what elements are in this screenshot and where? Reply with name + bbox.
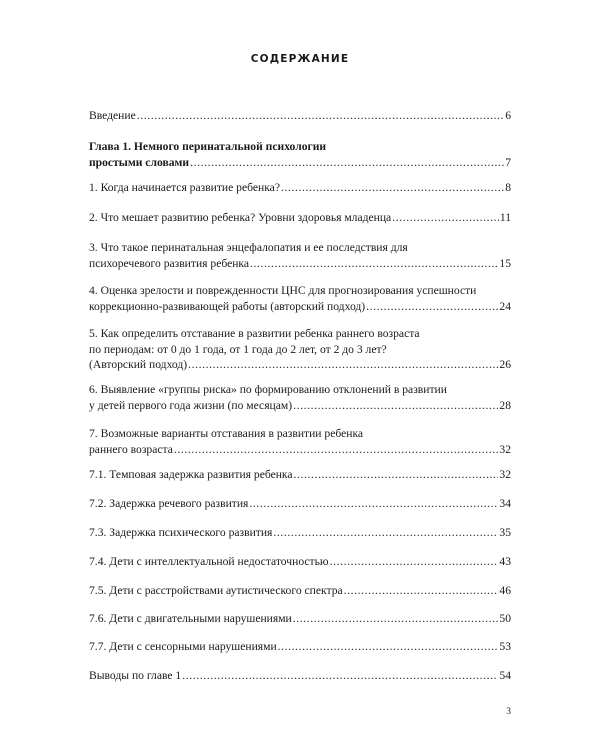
toc-entry-section-6[interactable] — [89, 382, 511, 413]
toc-entry-page: 46 — [499, 584, 511, 597]
toc-entry-section-3[interactable] — [89, 240, 511, 271]
toc-entry-title-continued: коррекционно-развивающей работы (авторский подход) — [89, 299, 366, 313]
toc-entry-page: 6 — [505, 109, 511, 122]
toc-entry-page: 53 — [499, 640, 511, 653]
toc-entry-page: 8 — [505, 181, 511, 194]
toc-entry-page: 11 — [499, 211, 511, 224]
toc-entry-section-7-2[interactable] — [89, 496, 511, 512]
toc-entry-page: 43 — [499, 555, 511, 568]
toc-entry-title: Выводы по главе 1 — [89, 669, 182, 682]
toc-entry-page: 32 — [499, 468, 511, 481]
toc-entry-title: 7.3. Задержка психического развития — [89, 526, 273, 539]
toc-entry-title: 7. Возможные варианты отставания в развитии ребенка — [89, 427, 364, 440]
toc-entry-title: Введение — [89, 109, 136, 122]
toc-entry-title-continued: по периодам: от 0 до 1 года, от 1 года до 2 лет, от 2 до 3 лет? — [89, 342, 387, 356]
toc-entry-title-continued: простыми словами — [89, 155, 190, 169]
toc-entry-section-7[interactable] — [89, 426, 511, 457]
page-title: СОДЕРЖАНИЕ — [250, 53, 350, 65]
toc-entry-page: 28 — [499, 398, 511, 412]
toc-entry-section-4[interactable] — [89, 283, 511, 314]
toc-entry-page: 26 — [499, 358, 511, 372]
toc-entry-conclusions[interactable] — [89, 668, 511, 684]
toc-entry-title: 2. Что мешает развитию ребенка? Уровни здоровья младенца — [89, 211, 392, 224]
toc-entry-title: 7.4. Дети с интеллектуальной недостаточностью — [89, 555, 329, 568]
toc-entry-page: 34 — [499, 497, 511, 510]
dot-leader — [250, 256, 498, 272]
toc-entry-section-7-5[interactable] — [89, 583, 511, 599]
dot-leader — [330, 554, 499, 570]
toc-entry-title-continued: у детей первого года жизни (по месяцам) — [89, 398, 293, 412]
toc-entry-title: 1. Когда начинается развитие ребенка? — [89, 181, 280, 194]
toc-entry-section-7-7[interactable] — [89, 639, 511, 655]
toc-entry-chapter-1[interactable] — [89, 139, 511, 170]
toc-entry-title: 7.1. Темповая задержка развития ребенка — [89, 468, 293, 481]
dot-leader — [366, 299, 498, 315]
dot-leader — [273, 525, 498, 541]
toc-entry-title: 7.2. Задержка речевого развития — [89, 497, 249, 510]
dot-leader — [293, 611, 499, 627]
dot-leader — [278, 639, 499, 655]
toc-entry-title: 7.5. Дети с расстройствами аутистического спектра — [89, 584, 343, 597]
toc-entry-title: 7.7. Дети с сенсорными нарушениями — [89, 640, 277, 653]
toc-entry-title: 7.6. Дети с двигательными нарушениями — [89, 612, 292, 625]
toc-entry-section-7-4[interactable] — [89, 554, 511, 570]
toc-entry-title: 5. Как определить отставание в развитии ребенка раннего возраста — [89, 327, 420, 340]
dot-leader — [392, 210, 499, 226]
toc-entry-title-continued: раннего возраста — [89, 442, 173, 456]
toc-entry-page: 35 — [499, 526, 511, 539]
dot-leader — [174, 442, 499, 458]
toc-entry-title: 4. Оценка зрелости и поврежденности ЦНС для прогнозирования успешности — [89, 284, 477, 297]
toc-entry-section-1[interactable] — [89, 180, 511, 196]
dot-leader — [190, 155, 504, 171]
toc-entry-page: 24 — [499, 299, 511, 313]
toc-entry-page: 7 — [505, 155, 511, 169]
page-number: 3 — [506, 707, 511, 717]
toc-entry-section-7-6[interactable] — [89, 611, 511, 627]
toc-entry-title-continued: (Авторский подход) — [89, 358, 188, 372]
toc-entry-page: 15 — [499, 256, 511, 270]
dot-leader — [281, 180, 504, 196]
dot-leader — [137, 108, 504, 124]
toc-entry-title: Глава 1. Немного перинатальной психологии — [89, 140, 327, 153]
toc-entry-page: 54 — [499, 669, 511, 682]
dot-leader — [182, 668, 498, 684]
toc-entry-title: 3. Что такое перинатальная энцефалопатия и ее последствия для — [89, 241, 408, 254]
toc-entry-page: 50 — [499, 612, 511, 625]
toc-entry-section-7-1[interactable] — [89, 467, 511, 483]
dot-leader — [294, 467, 499, 483]
toc-entry-section-7-3[interactable] — [89, 525, 511, 541]
toc-entry-title-continued: психоречевого развития ребенка — [89, 256, 250, 270]
toc-entry-page: 32 — [499, 442, 511, 456]
toc-entry-section-5[interactable] — [89, 326, 511, 373]
toc-entry-introduction[interactable] — [89, 108, 511, 124]
toc-entry-section-2[interactable] — [89, 210, 511, 226]
toc-entry-title: 6. Выявление «группы риска» по формированию отклонений в развитии — [89, 383, 447, 396]
dot-leader — [188, 357, 498, 373]
dot-leader — [344, 583, 499, 599]
dot-leader — [249, 496, 498, 512]
dot-leader — [293, 398, 498, 414]
